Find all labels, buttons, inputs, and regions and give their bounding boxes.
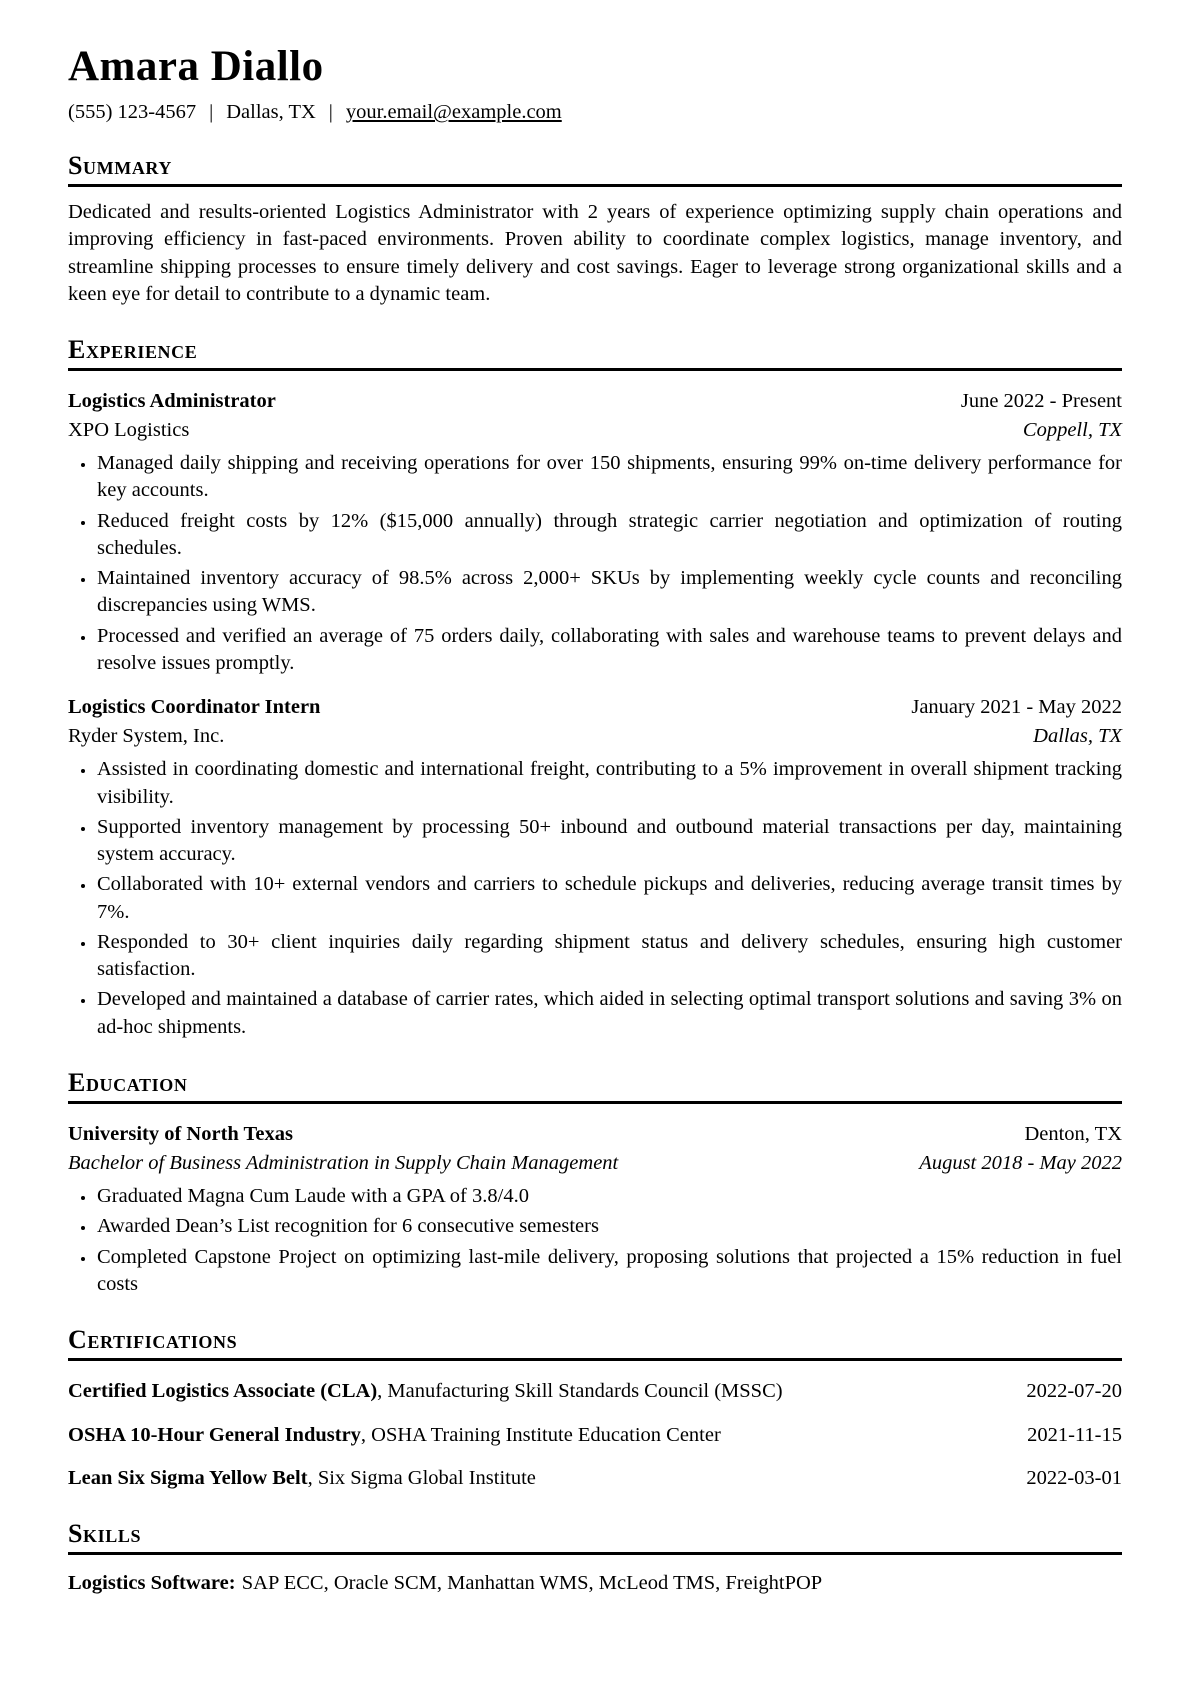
job-company: Ryder System, Inc.	[68, 724, 225, 747]
bullet-item: • Graduated Magna Cum Laude with a GPA of 3.8/4.0	[96, 1183, 1122, 1210]
skills-section-title: Skills	[68, 1519, 1122, 1555]
bullet-item: • Processed and verified an average of 75 orders daily, collaborating with sales and warehouse teams to prevent delays and resolve issues promptly.	[96, 623, 1122, 678]
education-bullet-list	[68, 1183, 1122, 1298]
email-link[interactable]: your.email@example.com	[345, 101, 562, 124]
education-entry	[68, 1121, 1122, 1298]
bullet-item: • Maintained inventory accuracy of 98.5% across 2,000+ SKUs by implementing weekly cycle counts and reconciling discrepancies using WMS.	[96, 565, 1122, 620]
contact-location: Dallas, TX	[226, 101, 316, 124]
certification-name: Certified Logistics Associate (CLA)	[68, 1380, 378, 1403]
job-title: Logistics Administrator	[68, 389, 276, 412]
job-bullet-list	[68, 450, 1122, 677]
experience-section-title: Experience	[68, 335, 1122, 371]
summary-text: Dedicated and results-oriented Logistics Administrator with 2 years of experience optimizing supply chain operations and improving efficiency in fast-paced environments. Proven ability to coordinate complex logistics, manage inventory, and streamline shipping processes to ensure timely delivery and cost savings. Eager to leverage strong organizational skills and a keen eye for detail to contribute to a dynamic team.	[68, 201, 1122, 305]
experience-section	[68, 335, 1122, 1041]
certification-text	[68, 1378, 783, 1405]
school-title-row	[68, 1121, 1122, 1148]
degree-name: Bachelor of Business Administration in Supply Chain Management	[68, 1151, 619, 1174]
phone-number: (555) 123-4567	[68, 101, 197, 124]
degree-dates: August 2018 - May 2022	[919, 1151, 1122, 1174]
certification-issuer: , Six Sigma Global Institute	[307, 1467, 536, 1490]
job-company-row	[68, 417, 1122, 444]
job-bullet-list	[68, 756, 1122, 1041]
bullet-item: • Reduced freight costs by 12% ($15,000 annually) through strategic carrier negotiation and optimization of routing schedules.	[96, 508, 1122, 563]
certification-row	[68, 1465, 1122, 1492]
certification-issuer: , Manufacturing Skill Standards Council (MSSC)	[377, 1380, 783, 1403]
certifications-section-title: Certifications	[68, 1325, 1122, 1361]
certification-row	[68, 1378, 1122, 1405]
experience-entry	[68, 694, 1122, 1041]
bullet-item: • Responded to 30+ client inquiries daily regarding shipment status and delivery schedules, ensuring high customer satisfaction.	[96, 929, 1122, 984]
certification-date: 2022-07-20	[1026, 1380, 1122, 1403]
contact-separator: |	[328, 101, 333, 124]
job-title-row	[68, 694, 1122, 721]
job-dates: June 2022 - Present	[960, 389, 1122, 412]
job-title-row	[68, 388, 1122, 415]
school-name: University of North Texas	[68, 1122, 293, 1145]
skill-category: Logistics Software:	[68, 1571, 236, 1594]
certification-name: Lean Six Sigma Yellow Belt	[68, 1467, 308, 1490]
certification-row	[68, 1422, 1122, 1449]
job-title: Logistics Coordinator Intern	[68, 696, 321, 719]
skills-row	[68, 1570, 1122, 1597]
skill-list: SAP ECC, Oracle SCM, Manhattan WMS, McLeod TMS, FreightPOP	[241, 1571, 823, 1594]
contact-line	[68, 101, 1122, 124]
education-section-title: Education	[68, 1068, 1122, 1104]
job-location: Coppell, TX	[1022, 418, 1122, 441]
bullet-item: • Awarded Dean’s List recognition for 6 consecutive semesters	[96, 1213, 1122, 1240]
certification-issuer: , OSHA Training Institute Education Center	[360, 1423, 721, 1446]
bullet-item: • Managed daily shipping and receiving operations for over 150 shipments, ensuring 99% on-time delivery performance for key accounts.	[96, 450, 1122, 505]
job-company: XPO Logistics	[68, 418, 190, 441]
bullet-item: • Supported inventory management by processing 50+ inbound and outbound material transactions per day, maintaining system accuracy.	[96, 814, 1122, 869]
certification-text	[68, 1465, 536, 1492]
summary-section-title: Summary	[68, 151, 1122, 187]
bullet-item: • Completed Capstone Project on optimizing last-mile delivery, proposing solutions that projected a 15% reduction in fuel costs	[96, 1244, 1122, 1299]
degree-row	[68, 1150, 1122, 1177]
contact-separator: |	[209, 101, 214, 124]
certification-name: OSHA 10-Hour General Industry	[68, 1423, 361, 1446]
certification-text	[68, 1422, 721, 1449]
job-company-row	[68, 723, 1122, 750]
certification-date: 2021-11-15	[1027, 1423, 1122, 1446]
job-location: Dallas, TX	[1033, 724, 1122, 747]
person-name: Amara Diallo	[68, 43, 324, 90]
summary-section	[68, 151, 1122, 308]
bullet-item: • Assisted in coordinating domestic and international freight, contributing to a 5% improvement in overall shipment tracking visibility.	[96, 756, 1122, 811]
resume-header	[68, 44, 1122, 124]
school-location: Denton, TX	[1024, 1122, 1122, 1145]
bullet-item: • Collaborated with 10+ external vendors and carriers to schedule pickups and deliveries, reducing average transit times by 7%.	[96, 871, 1122, 926]
bullet-item: • Developed and maintained a database of carrier rates, which aided in selecting optimal transport solutions and saving 3% on ad-hoc shipments.	[96, 986, 1122, 1041]
education-section	[68, 1068, 1122, 1298]
certifications-section	[68, 1325, 1122, 1492]
experience-entry	[68, 388, 1122, 677]
skills-section	[68, 1519, 1122, 1597]
job-dates: January 2021 - May 2022	[911, 696, 1122, 719]
certification-date: 2022-03-01	[1026, 1467, 1122, 1490]
